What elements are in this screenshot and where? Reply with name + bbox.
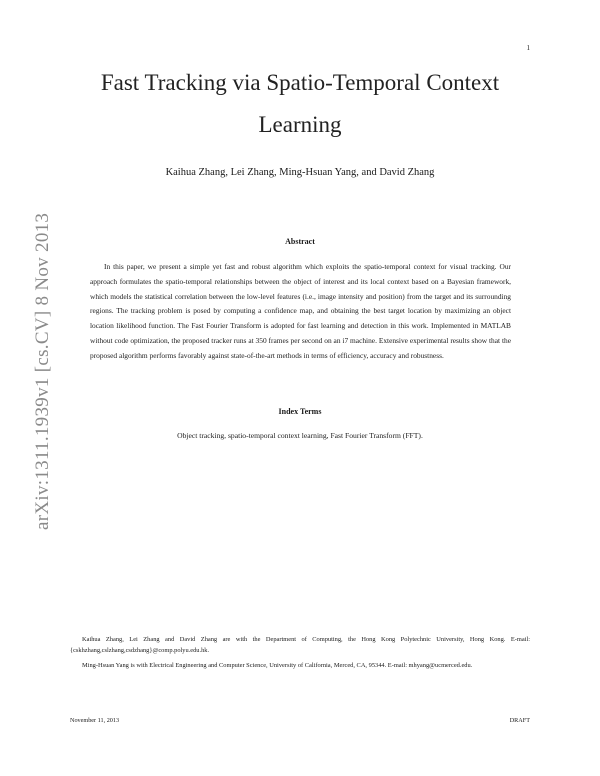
arxiv-stamp: arXiv:1311.1939v1 [cs.CV] 8 Nov 2013 [32, 212, 53, 530]
footer-draft-label: DRAFT [509, 717, 530, 724]
abstract-text: In this paper, we present a simple yet fast and robust algorithm which exploits the spatio-temporal context for visual tracking. Our approach formulates the spatio-temporal relationships between the object of interest and its local context based on a Bayesian framework, which models the statistical correlation between the low-level features (i.e., image intensity and position) from the target and its surrounding regions. The tracking problem is posed by computing a confidence map, and obtaining the best target location by maximizing an object location likelihood function. The Fast Fourier Transform is adopted for fast learning and detection in this work. Implemented in MATLAB without code optimization, the proposed tracker runs at 350 frames per second on an i7 machine. Extensive experimental results show that the proposed algorithm performs favorably against state-of-the-art methods in terms of efficiency, accuracy and robustness. [90, 262, 511, 360]
index-terms-heading: Index Terms [278, 407, 322, 416]
footnotes [70, 634, 530, 674]
abstract-heading: Abstract [285, 237, 315, 246]
index-terms-text: Object tracking, spatio-temporal context learning, Fast Fourier Transform (FFT). [177, 431, 423, 440]
footnote-affiliation-2: Ming-Hsuan Yang is with Electrical Engineering and Computer Science, University of California, Merced, CA, 95344. E-mail: mhyang@ucmerced.edu. [82, 661, 473, 669]
author-list: Kaihua Zhang, Lei Zhang, Ming-Hsuan Yang, and David Zhang [165, 167, 435, 178]
page-number: 1 [526, 44, 530, 52]
footer-date: November 11, 2013 [70, 717, 120, 724]
paper-title: Fast Tracking via Spatio-Temporal Context Learning [100, 70, 500, 137]
footnote-affiliation-1: Kaihua Zhang, Lei Zhang and David Zhang are with the Department of Computing, the Hong Kong Polytechnic University, Hong Kong. E-mail: {cskhzhang,cslzhang,csdzhang}@comp.polyu.edu.hk. [70, 636, 530, 655]
